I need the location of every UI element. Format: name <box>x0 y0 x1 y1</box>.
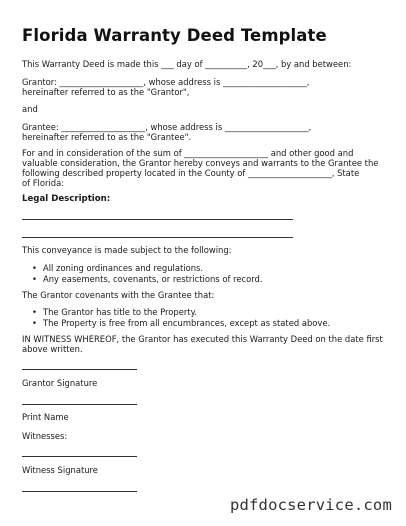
witness-clause-line-2: above written. <box>22 344 83 354</box>
grantee-line: Grantee: ____________________, whose address is ____________________, <box>22 122 312 132</box>
consideration-line-3: following described property located in the County of ____________________, State <box>22 168 360 178</box>
legal-description-heading: Legal Description: <box>22 194 111 204</box>
grantor-signature-line <box>22 369 137 370</box>
witness-signature-line <box>22 456 137 457</box>
covenants-intro: The Grantor covenants with the Grantee that: <box>22 290 215 300</box>
consideration-line-2: valuable consideration, the Grantor hereby conveys and warrants to the Grantee the <box>22 158 379 168</box>
grantor-reference: hereinafter referred to as the "Grantor", <box>22 87 190 97</box>
conjunction-and: and <box>22 104 38 114</box>
intro-paragraph: This Warranty Deed is made this ___ day of __________, 20___, by and between: <box>22 59 352 69</box>
witnesses-label: Witnesses: <box>22 431 68 441</box>
covenants-list <box>22 307 330 328</box>
grantor-line: Grantor: ____________________, whose address is ____________________, <box>22 77 310 87</box>
legal-description-line-2 <box>22 237 293 238</box>
consideration-line-4: of Florida: <box>22 178 65 188</box>
witness-clause-line-1: IN WITNESS WHEREOF, the Grantor has executed this Warranty Deed on the date first <box>22 334 383 344</box>
subject-to-list <box>22 263 262 284</box>
watermark-text: pdfdocservice.com <box>229 496 392 514</box>
list-item: • All zoning ordinances and regulations. <box>22 263 262 274</box>
subject-to-intro: This conveyance is made subject to the following: <box>22 245 232 255</box>
document-title: Florida Warranty Deed Template <box>22 26 327 45</box>
witness-signature-label: Witness Signature <box>22 465 98 475</box>
legal-description-line-1 <box>22 219 293 220</box>
grantor-signature-label: Grantor Signature <box>22 378 98 388</box>
print-name-label: Print Name <box>22 412 69 422</box>
print-name-line <box>22 404 137 405</box>
witness-second-signature-line <box>22 491 137 492</box>
list-item: • The Property is free from all encumbrances, except as stated above. <box>22 318 330 329</box>
list-item: • The Grantor has title to the Property. <box>22 307 330 318</box>
grantee-reference: hereinafter referred to as the "Grantee". <box>22 132 192 142</box>
list-item: • Any easements, covenants, or restrictions of record. <box>22 274 262 285</box>
consideration-line-1: For and in consideration of the sum of ____________________ and other good and <box>22 148 354 158</box>
